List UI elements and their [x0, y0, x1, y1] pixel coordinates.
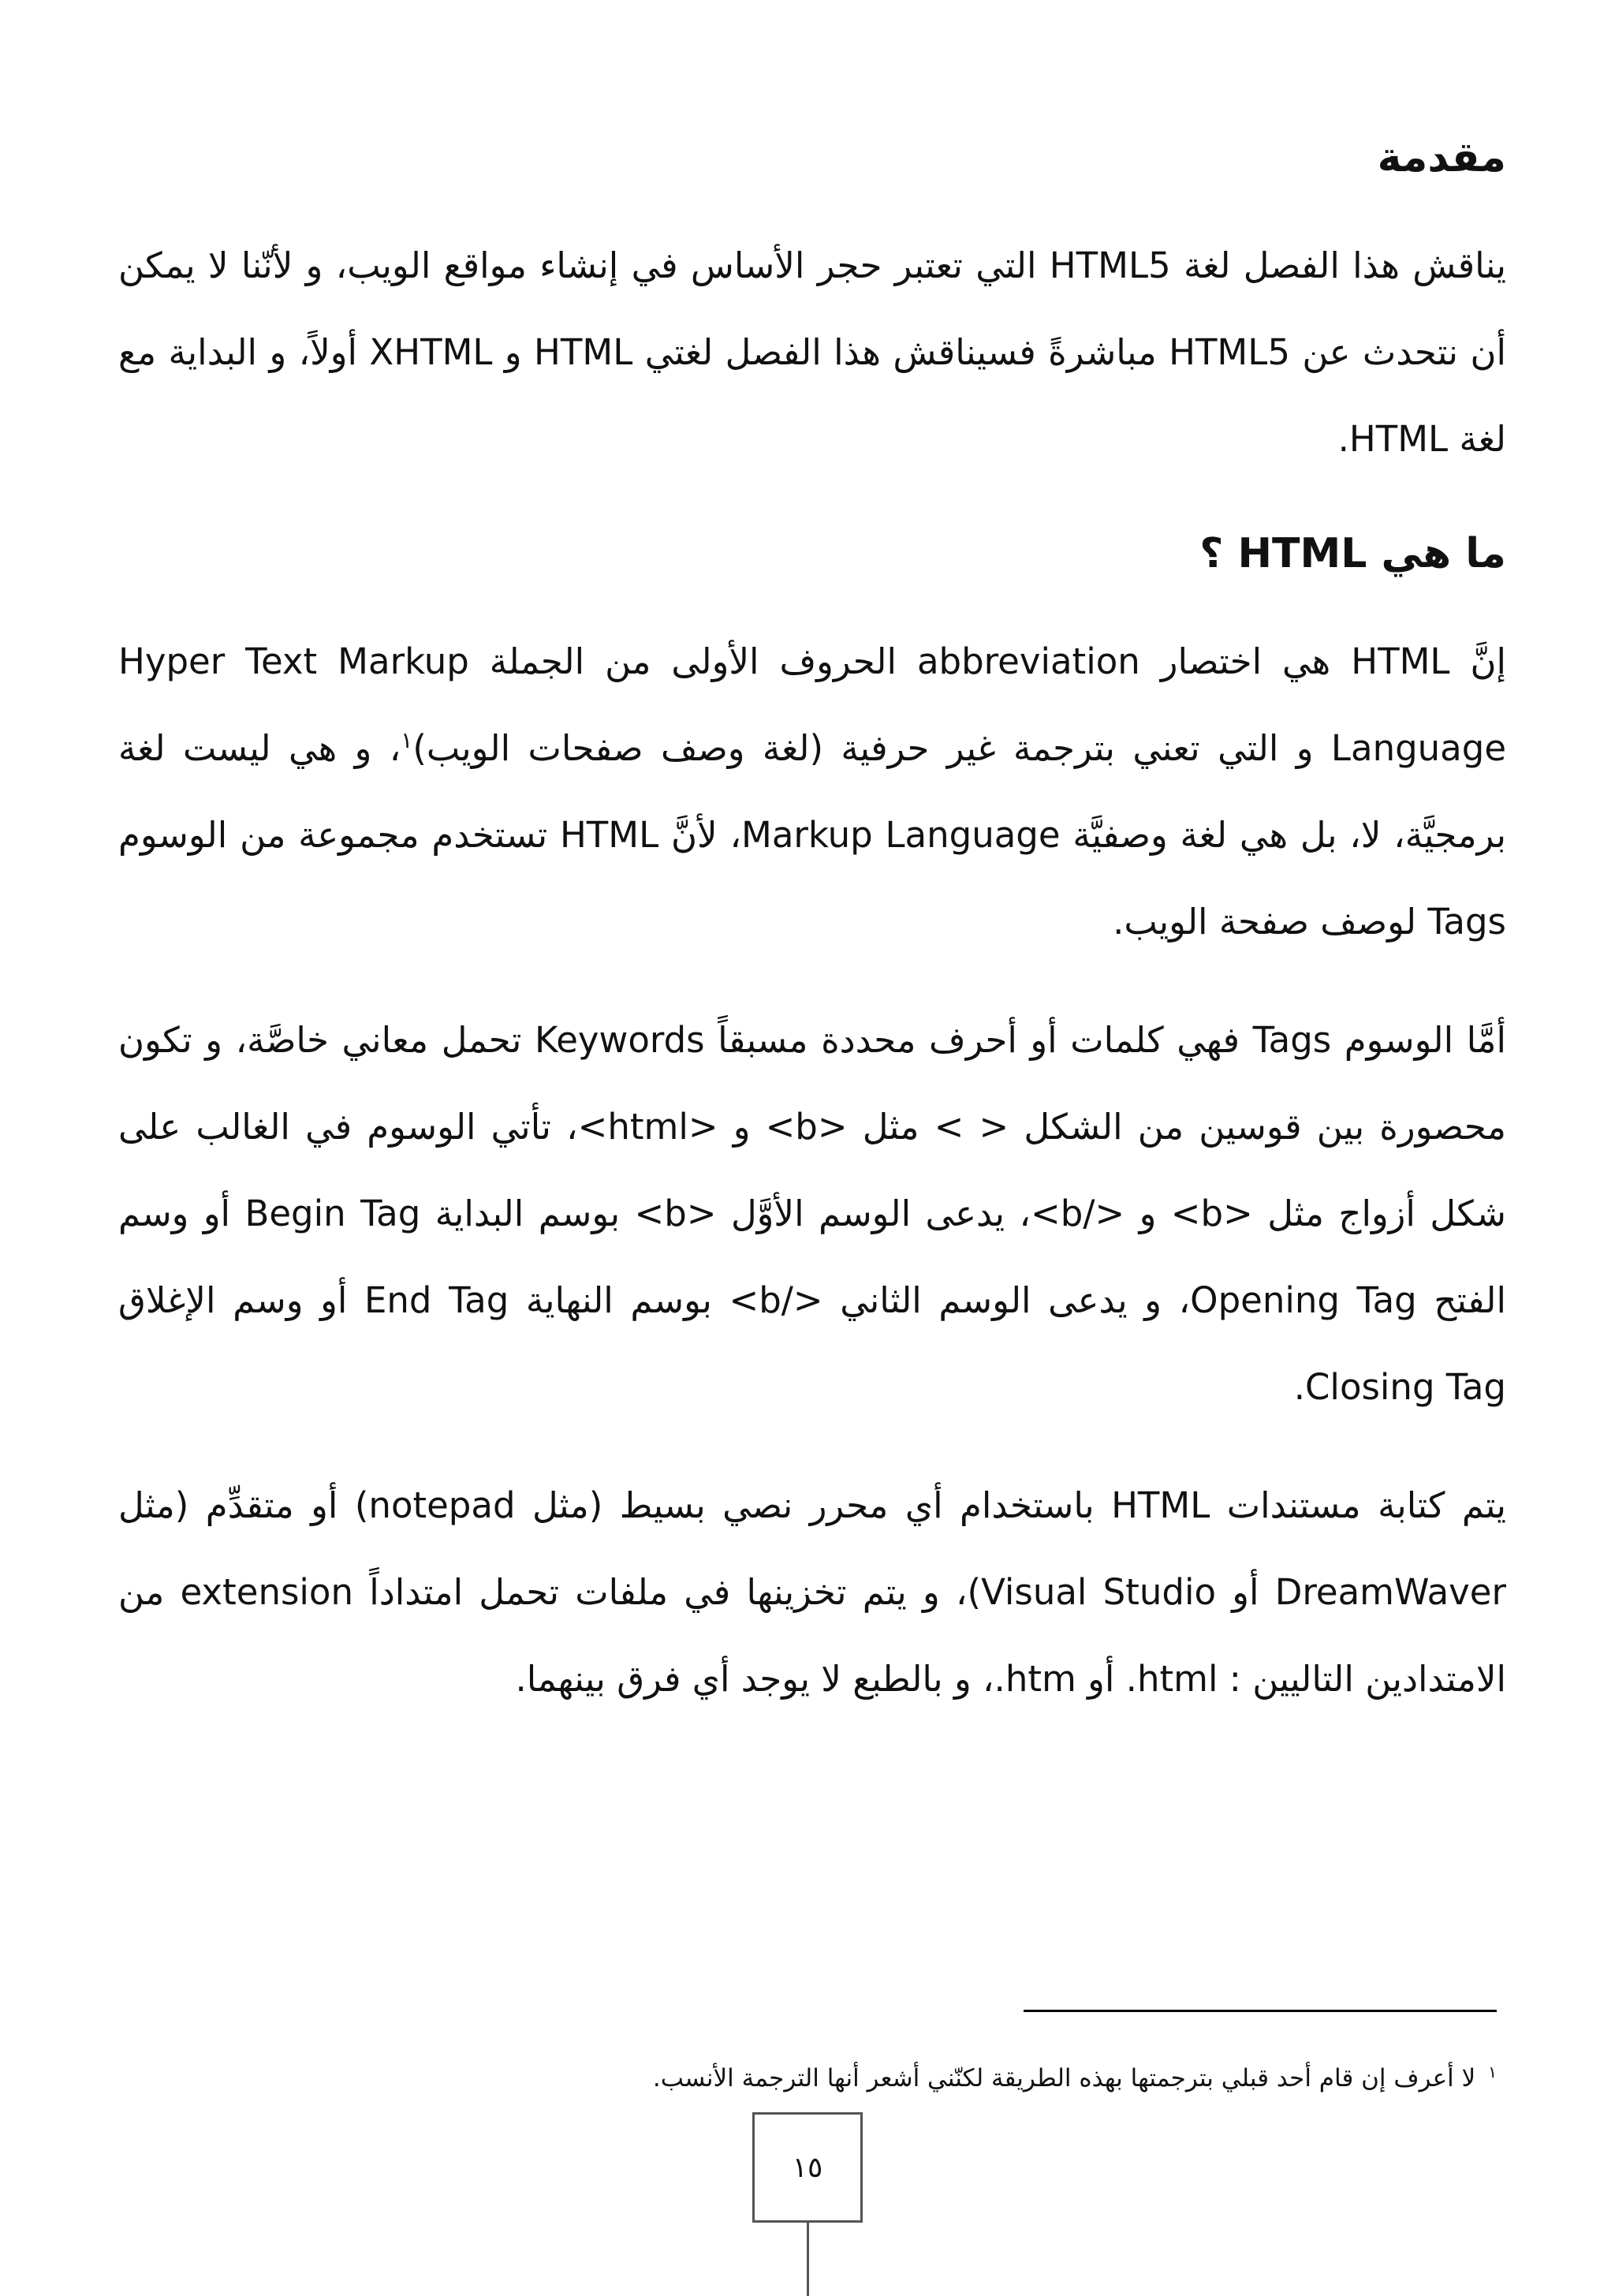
paragraph-1-text-b: ، و هي ليست لغة برمجيَّة، لا، بل هي لغة وصفيَّة Markup Language، لأنَّ HTML تستخدم مجموعة من الوسوم Tags لوصف صفحة الويب. — [118, 727, 1506, 943]
footnote-mark: ١ — [1488, 2062, 1497, 2081]
paragraph-1-text-a: إنَّ HTML هي اختصار abbreviation الحروف الأولى من الجملة Hyper Text Markup Language و التي تعني بترجمة غير حرفية (لغة وصف صفحات الويب) — [118, 640, 1507, 769]
footnote-separator — [1024, 2010, 1497, 2012]
intro-paragraph: يناقش هذا الفصل لغة HTML5 التي تعتبر حجر الأساس في إنشاء مواقع الويب، و لأنّنا لا يمكن أن نتحدث عن HTML5 مباشرةً فسيناقش هذا الفصل لغتي HTML و XHTML أولاً، و البداية مع لغة HTML. — [118, 245, 1506, 460]
what-is-html-paragraph-1 — [118, 618, 1506, 965]
what-is-html-heading: ما هي HTML ؟ — [1199, 530, 1506, 577]
footnote-text: لا أعرف إن قام أحد قبلي بترجمتها بهذه الطريقة لكنّني أشعر أنها الترجمة الأنسب. — [652, 2064, 1476, 2093]
page-number: ١٥ — [792, 2151, 823, 2184]
what-is-html-paragraph-3: يتم كتابة مستندات HTML باستخدام أي محرر نصي بسيط (مثل notepad) أو متقدِّم (مثل DreamWaver أو Visual Studio)، و يتم تخزينها في ملفات تحمل امتداداً extension من الامتدادين التاليين : html. أو htm.، و بالطبع لا يوجد أي فرق بينهما. — [118, 1484, 1506, 1700]
page-number-connector-line — [807, 2223, 809, 2296]
footnote-reference[interactable]: ١ — [401, 727, 413, 753]
what-is-html-paragraph-2: أمَّا الوسوم Tags فهي كلمات أو أحرف محددة مسبقاً Keywords تحمل معاني خاصَّة، و تكون محصورة بين قوسين من الشكل < > مثل <b> و <html>، تأتي الوسوم في الغالب على شكل أزواج مثل <b> و </b>، يدعى الوسم الأوَّل <b> بوسم البداية Begin Tag أو وسم الفتح Opening Tag، و يدعى الوسم الثاني </b> بوسم النهاية End Tag أو وسم الإغلاق Closing Tag. — [118, 1019, 1506, 1408]
footnote — [109, 2055, 1497, 2102]
page-number-box — [752, 2112, 863, 2223]
main-content — [118, 118, 1506, 1754]
intro-heading: مقدمة — [1377, 134, 1506, 181]
